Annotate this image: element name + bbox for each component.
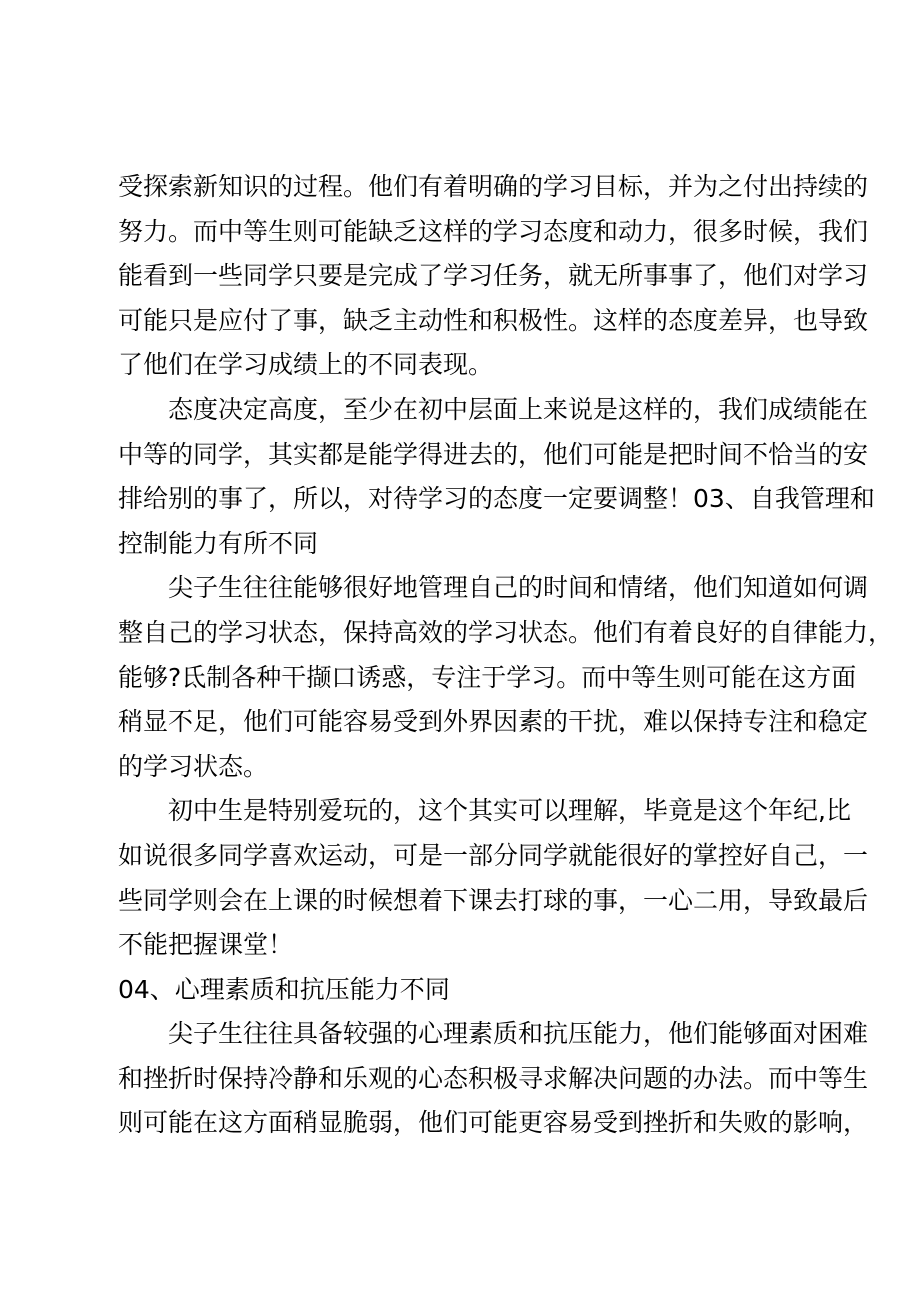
paragraph-first-line: 初中生是特别爱玩的，这个其实可以理解，毕竟是这个年纪,比 [168, 796, 851, 826]
text-line: 稍显不足，他们可能容易受到外界因素的干扰，难以保持专注和稳定 [118, 707, 869, 737]
paragraph-first-line: 尖子生往往具备较强的心理素质和抗压能力，他们能够面对困难 [168, 1019, 869, 1049]
text-line: 受探索新知识的过程。他们有着明确的学习目标，并为之付出持续的 [118, 172, 869, 201]
paragraph-first-line: 态度决定高度，至少在初中层面上来说是这样的，我们成绩能在 [168, 394, 869, 424]
text-line: 努力。而中等生则可能缺乏这样的学习态度和动力，很多时候，我们 [118, 216, 869, 246]
body-text [118, 165, 894, 1146]
text-line: 些同学则会在上课的时候想着下课去打球的事，一心二用，导致最后 [118, 885, 869, 915]
text-line: 不能把握课堂！ [118, 930, 294, 960]
paragraph-first-line: 尖子生往往能够很好地管理自己的时间和情绪，他们知道如何调 [168, 573, 869, 603]
text-line: 控制能力有所不同 [118, 528, 319, 558]
text-line: 的学习状态。 [118, 751, 269, 781]
section-heading: 04、心理素质和抗压能力不同 [118, 974, 450, 1004]
text-line: 能够?氐制各种干撷口诱惑，专注于学习。而中等生则可能在这方面 [118, 662, 857, 692]
text-line: 排给别的事了，所以，对待学习的态度一定要调整！03、自我管理和 [118, 484, 875, 514]
text-line: 和挫折时保持冷静和乐观的心态积极寻求解决问题的办法。而中等生 [118, 1063, 869, 1093]
text-line: 了他们在学习成绩上的不同表现。 [118, 350, 494, 380]
text-line: 可能只是应付了事，缺乏主动性和积极性。这样的态度差异，也导致 [118, 305, 869, 335]
text-line: 能看到一些同学只要是完成了学习任务，就无所事事了，他们对学习 [118, 261, 869, 291]
text-line: 整自己的学习状态，保持高效的学习状态。他们有着良好的自律能力， [118, 617, 894, 647]
text-line: 如说很多同学喜欢运动，可是一部分同学就能很好的掌控好自己，一 [118, 840, 869, 870]
text-line: 则可能在这方面稍显脆弱，他们可能更容易受到挫折和失败的影响， [118, 1108, 869, 1138]
text-line: 中等的同学，其实都是能学得进去的，他们可能是把时间不恰当的安 [118, 439, 869, 469]
